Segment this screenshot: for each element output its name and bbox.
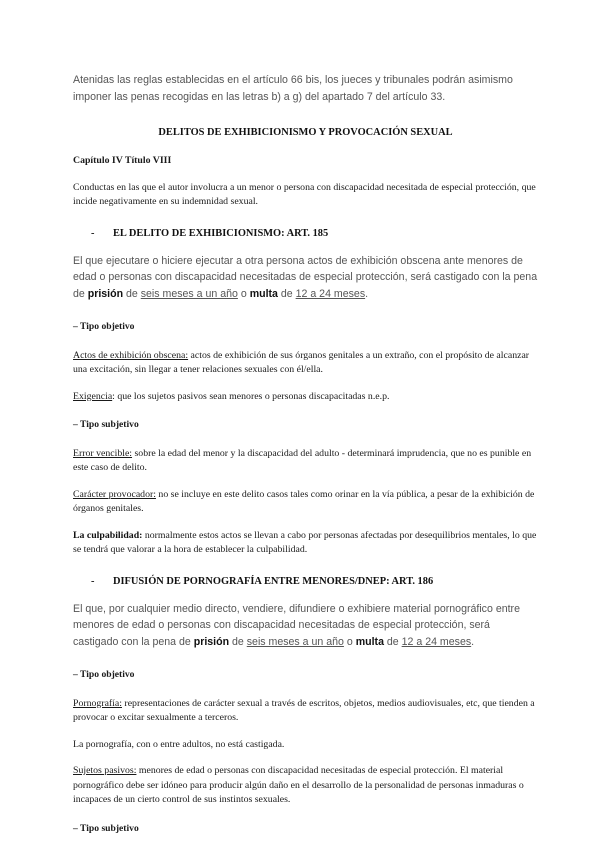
section-heading-difusion bbox=[73, 576, 538, 587]
caracter-label: Carácter provocador: bbox=[73, 488, 156, 500]
prision-term: prisión bbox=[87, 287, 124, 300]
law-text-art-186 bbox=[73, 601, 538, 651]
actos-text: actos de exhibición de sus órganos genitales a un extraño, con el propósito de alcanzar una excitación, sin llegar a tener relaciones sexuales con él/ella. bbox=[73, 349, 530, 375]
law-text-part: . bbox=[365, 287, 369, 300]
multa-term: multa bbox=[249, 287, 278, 300]
actos-paragraph bbox=[73, 349, 538, 378]
multa-duration: 12 a 24 meses bbox=[401, 635, 472, 648]
tipo-objetivo-label: – Tipo objetivo bbox=[73, 669, 135, 680]
section-heading-text: EL DELITO DE EXHIBICIONISMO: ART. 185 bbox=[113, 227, 329, 239]
intro-paragraph: Atenidas las reglas establecidas en el artículo 66 bis, los jueces y tribunales podrán asimismo imponer las penas recogidas en las letras b) a g) del apartado 7 del artículo 33. bbox=[73, 74, 513, 103]
multa-term: multa bbox=[355, 635, 384, 648]
adultos-paragraph: La pornografía, con o entre adultos, no está castigada. bbox=[73, 738, 285, 750]
sujetos-label: Sujetos pasivos: bbox=[73, 765, 137, 776]
culpabilidad-label: La culpabilidad: bbox=[73, 529, 143, 541]
law-text-part: El que, por cualquier medio directo, vendiere, difundiere o exhibiere material pornográfico entre menores de edad o personas con discapacidad necesitadas de especial protección, será castigado con la pena de bbox=[73, 602, 520, 648]
pornografia-label: Pornografía: bbox=[73, 697, 122, 709]
law-text-part: de bbox=[123, 287, 141, 300]
law-text-part: o bbox=[237, 287, 250, 300]
sujetos-paragraph bbox=[73, 764, 538, 808]
caracter-paragraph bbox=[73, 488, 538, 517]
prision-duration: seis meses a un año bbox=[140, 287, 238, 300]
law-text-art-185 bbox=[73, 253, 538, 303]
prision-duration: seis meses a un año bbox=[246, 635, 344, 648]
section-heading-exhibicionismo bbox=[73, 228, 538, 239]
exigencia-text: : que los sujetos pasivos sean menores o personas discapacitadas n.e.p. bbox=[112, 390, 390, 402]
chapter-heading: Capítulo IV Título VIII bbox=[73, 155, 172, 166]
law-text-part: o bbox=[343, 635, 356, 648]
caracter-text: no se incluye en este delito casos tales como orinar en la vía pública, a pesar de la exhibición de órganos genitales. bbox=[73, 488, 535, 514]
pornografia-text: representaciones de carácter sexual a través de escritos, objetos, medios audiovisuales, etc, que tienden a provocar o excitar sexualmente a terceros. bbox=[73, 697, 535, 723]
chapter-description: Conductas en las que el autor involucra a un menor o persona con discapacidad necesitada de especial protección, que incide negativamente en su indemnidad sexual. bbox=[73, 181, 536, 207]
pornografia-paragraph bbox=[73, 697, 538, 726]
law-text-part: El que ejecutare o hiciere ejecutar a otra persona actos de exhibición obscena ante menores de edad o personas con discapacidad necesitadas de especial protección, será castigado con la pena de bbox=[73, 254, 538, 300]
error-label: Error vencible: bbox=[73, 447, 133, 459]
actos-label: Actos de exhibición obscena: bbox=[73, 349, 189, 361]
error-paragraph bbox=[73, 447, 538, 476]
error-text: sobre la edad del menor y la discapacidad del adulto - determinará imprudencia, que no es punible en este caso de delito. bbox=[73, 447, 532, 473]
culpabilidad-paragraph bbox=[73, 529, 538, 558]
law-text-part: . bbox=[471, 635, 475, 648]
section-heading-text: DIFUSIÓN DE PORNOGRAFÍA ENTRE MENORES/DNEP: ART. 186 bbox=[113, 575, 434, 587]
exigencia-label: Exigencia bbox=[73, 390, 113, 402]
bullet-dash: - bbox=[91, 227, 95, 239]
culpabilidad-text: normalmente estos actos se llevan a cabo por personas afectadas por desequilibrios mentales, lo que se tendrá que valorar a la hora de establecer la culpabilidad. bbox=[73, 529, 537, 555]
tipo-subjetivo-label: – Tipo subjetivo bbox=[73, 822, 139, 834]
law-text-part: de bbox=[277, 287, 296, 300]
tipo-subjetivo-label: – Tipo subjetivo bbox=[73, 419, 139, 430]
bullet-dash: - bbox=[91, 575, 95, 587]
sujetos-text: menores de edad o personas con discapacidad necesitadas de especial protección. El material pornográfico debe ser idóneo para producir algún daño en el desarrollo de la personalidad de personas inmaduras o incapaces de un cierto control de sus instintos sexuales. bbox=[73, 765, 524, 805]
tipo-objetivo-label: – Tipo objetivo bbox=[73, 321, 135, 332]
law-text-part: de bbox=[383, 635, 402, 648]
document-title: DELITOS DE EXHIBICIONISMO Y PROVOCACIÓN SEXUAL bbox=[158, 127, 453, 138]
multa-duration: 12 a 24 meses bbox=[295, 287, 366, 300]
law-text-part: de bbox=[229, 635, 247, 648]
exigencia-paragraph bbox=[73, 390, 538, 405]
prision-term: prisión bbox=[193, 635, 230, 648]
